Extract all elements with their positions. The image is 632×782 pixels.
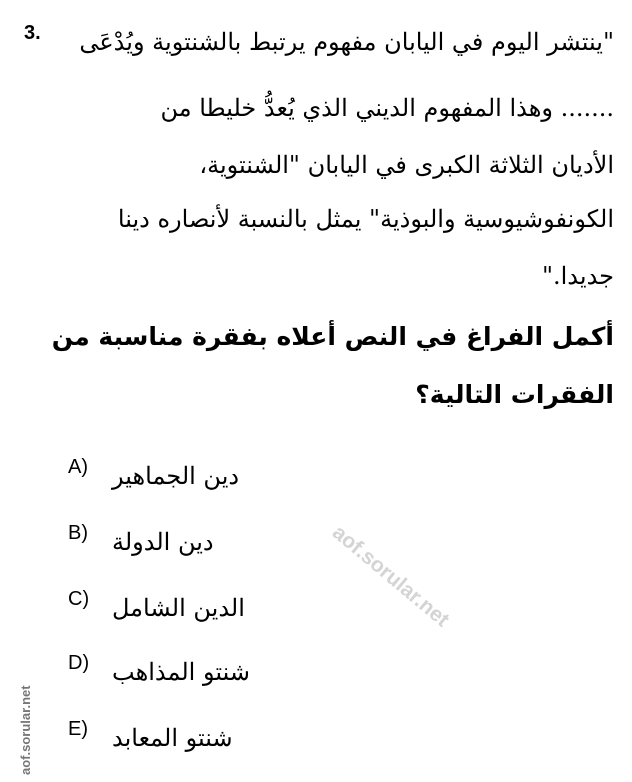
option-text: شنتو المذاهب: [112, 658, 250, 686]
option-letter: D): [68, 652, 90, 674]
passage-line-5: جديدا.": [541, 262, 614, 290]
passage-line-2: ....... وهذا المفهوم الديني الذي يُعدُّ خليطا من: [160, 94, 614, 122]
option-b[interactable]: [0, 522, 632, 582]
option-letter: E): [68, 718, 88, 740]
option-a[interactable]: [0, 456, 632, 516]
option-text: دين الدولة: [112, 528, 214, 556]
prompt-line-2: الفقرات التالية؟: [415, 380, 614, 409]
question-number: 3.: [24, 22, 41, 44]
diagonal-watermark: aof.sorular.net: [327, 520, 454, 632]
option-text: شنتو المعابد: [112, 724, 233, 752]
passage-line-3: الأديان الثلاثة الكبرى في اليابان "الشنتوية،: [199, 151, 614, 179]
option-text: الدين الشامل: [112, 594, 245, 622]
passage-line-4: الكونفوشيوسية والبوذية" يمثل بالنسبة لأنصاره دينا: [117, 205, 614, 233]
option-e[interactable]: [0, 718, 632, 778]
option-letter: B): [68, 522, 88, 544]
option-letter: A): [68, 456, 88, 478]
option-c[interactable]: [0, 588, 632, 648]
prompt-line-1: أكمل الفراغ في النص أعلاه بفقرة مناسبة من: [51, 322, 614, 351]
passage-line-1: "ينتشر اليوم في اليابان مفهوم يرتبط بالشنتوية ويُدْعَى: [79, 28, 614, 56]
option-letter: C): [68, 588, 90, 610]
option-text: دين الجماهير: [112, 462, 240, 490]
side-watermark: aof.sorular.net: [18, 685, 33, 775]
option-d[interactable]: [0, 652, 632, 712]
